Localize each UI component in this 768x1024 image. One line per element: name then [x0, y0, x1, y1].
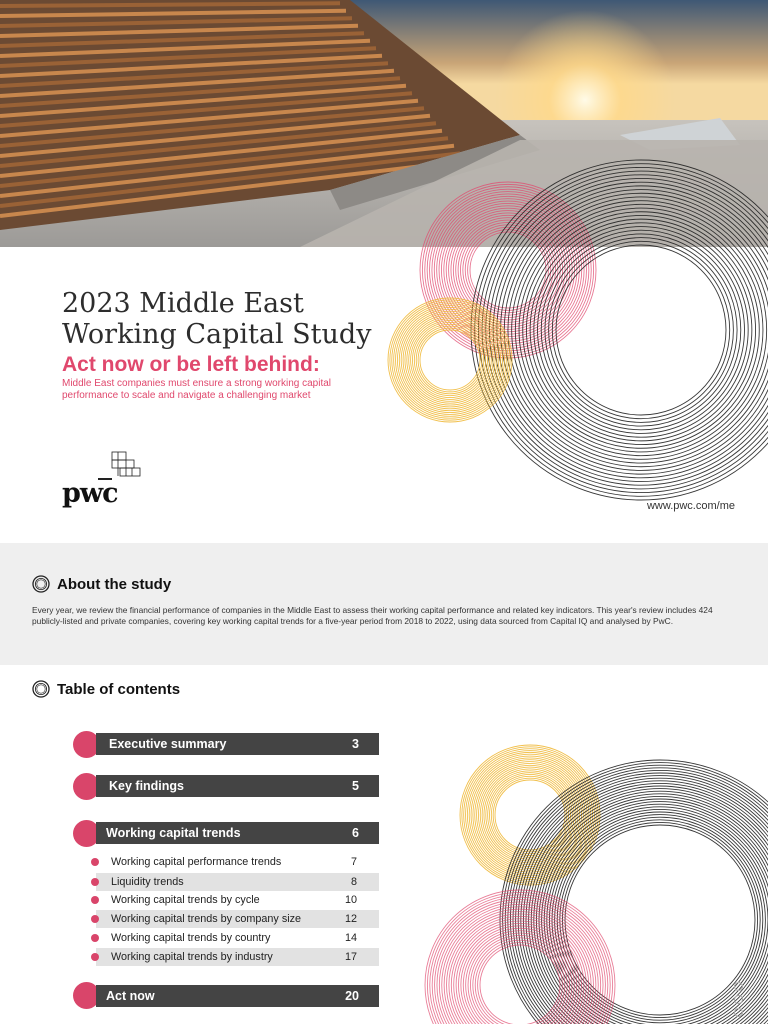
toc-subitem-label: Liquidity trends: [111, 876, 184, 888]
toc-subitem-page: 17: [344, 951, 357, 963]
toc-subitem-label: Working capital trends by company size: [111, 913, 302, 925]
page-dot-icon[interactable]: [734, 995, 743, 1004]
toc-subitem-page: 10: [344, 894, 357, 906]
page-dot-icon[interactable]: [734, 1008, 743, 1017]
toc-subitem-page: 7: [350, 856, 357, 868]
toc-item-label: Key findings: [109, 779, 185, 793]
toc-item-key-findings[interactable]: [96, 775, 379, 797]
toc-subitem-label: Working capital trends by cycle: [111, 894, 260, 906]
bullet-dot-icon: [91, 858, 99, 866]
about-body: Every year, we review the financial performance of companies in the Middle East to assess their working capital performance and related key indicators. This year's review includes 424 publicly-listed and private companies, covering key working capital trends for a five-year period from 2018 to 2022, using data sourced from Capital IQ and analysed by PwC.: [32, 605, 713, 626]
toc-item-page: 5: [352, 779, 359, 793]
title-line-2: Working Capital Study: [62, 319, 372, 350]
page-tagline: Middle East companies must ensure a strong working capital performance to scale and navigate a challenging market: [62, 378, 332, 401]
page-title: [62, 288, 371, 350]
about-section: [0, 543, 768, 665]
toc-subitem-liquidity-trends[interactable]: [96, 873, 379, 891]
toc-subitem-label: Working capital performance trends: [111, 856, 282, 868]
about-heading-text: About the study: [57, 575, 172, 593]
toc-item-page: 3: [352, 737, 359, 751]
toc-item-executive-summary[interactable]: [96, 733, 379, 755]
ring-icon: [32, 575, 50, 593]
toc-subitem-by-industry[interactable]: [96, 948, 379, 966]
toc-subitem-performance-trends[interactable]: [96, 853, 379, 871]
ring-icon: [32, 680, 50, 698]
toc-item-label: Act now: [106, 989, 155, 1003]
pwc-logo-text: pwc: [62, 478, 118, 509]
toc-heading-text: Table of contents: [57, 680, 181, 698]
toc-item-page: 6: [352, 826, 359, 840]
about-heading: [32, 575, 171, 593]
toc-subitem-by-company-size[interactable]: [96, 910, 379, 928]
toc-subitem-by-cycle[interactable]: [96, 891, 379, 909]
bullet-dot-icon: [91, 878, 99, 886]
toc-subitem-by-country[interactable]: [96, 929, 379, 947]
title-line-1: 2023 Middle East: [62, 288, 304, 319]
toc-item-label: Working capital trends: [106, 826, 241, 840]
hero-image: [0, 0, 768, 247]
toc-subitem-page: 8: [350, 876, 357, 888]
page-subtitle: Act now or be left behind:: [62, 353, 320, 376]
toc-item-act-now[interactable]: [96, 985, 379, 1007]
toc-heading: [32, 680, 180, 698]
bullet-dot-icon: [91, 934, 99, 942]
toc-subitem-page: 14: [344, 932, 357, 944]
toc-subitem-label: Working capital trends by industry: [111, 951, 273, 963]
toc-subitem-label: Working capital trends by country: [111, 932, 271, 944]
page-dot-icon[interactable]: [734, 982, 743, 991]
toc-item-page: 20: [345, 989, 359, 1003]
bullet-dot-icon: [91, 953, 99, 961]
toc-item-working-capital-trends[interactable]: [96, 822, 379, 844]
website-link[interactable]: www.pwc.com/me: [646, 500, 735, 512]
toc-item-label: Executive summary: [109, 737, 227, 751]
bullet-dot-icon: [91, 915, 99, 923]
bullet-dot-icon: [91, 896, 99, 904]
toc-subitem-page: 12: [344, 913, 357, 925]
hero-illustration: [0, 0, 768, 247]
page-indicator[interactable]: [734, 982, 744, 1021]
